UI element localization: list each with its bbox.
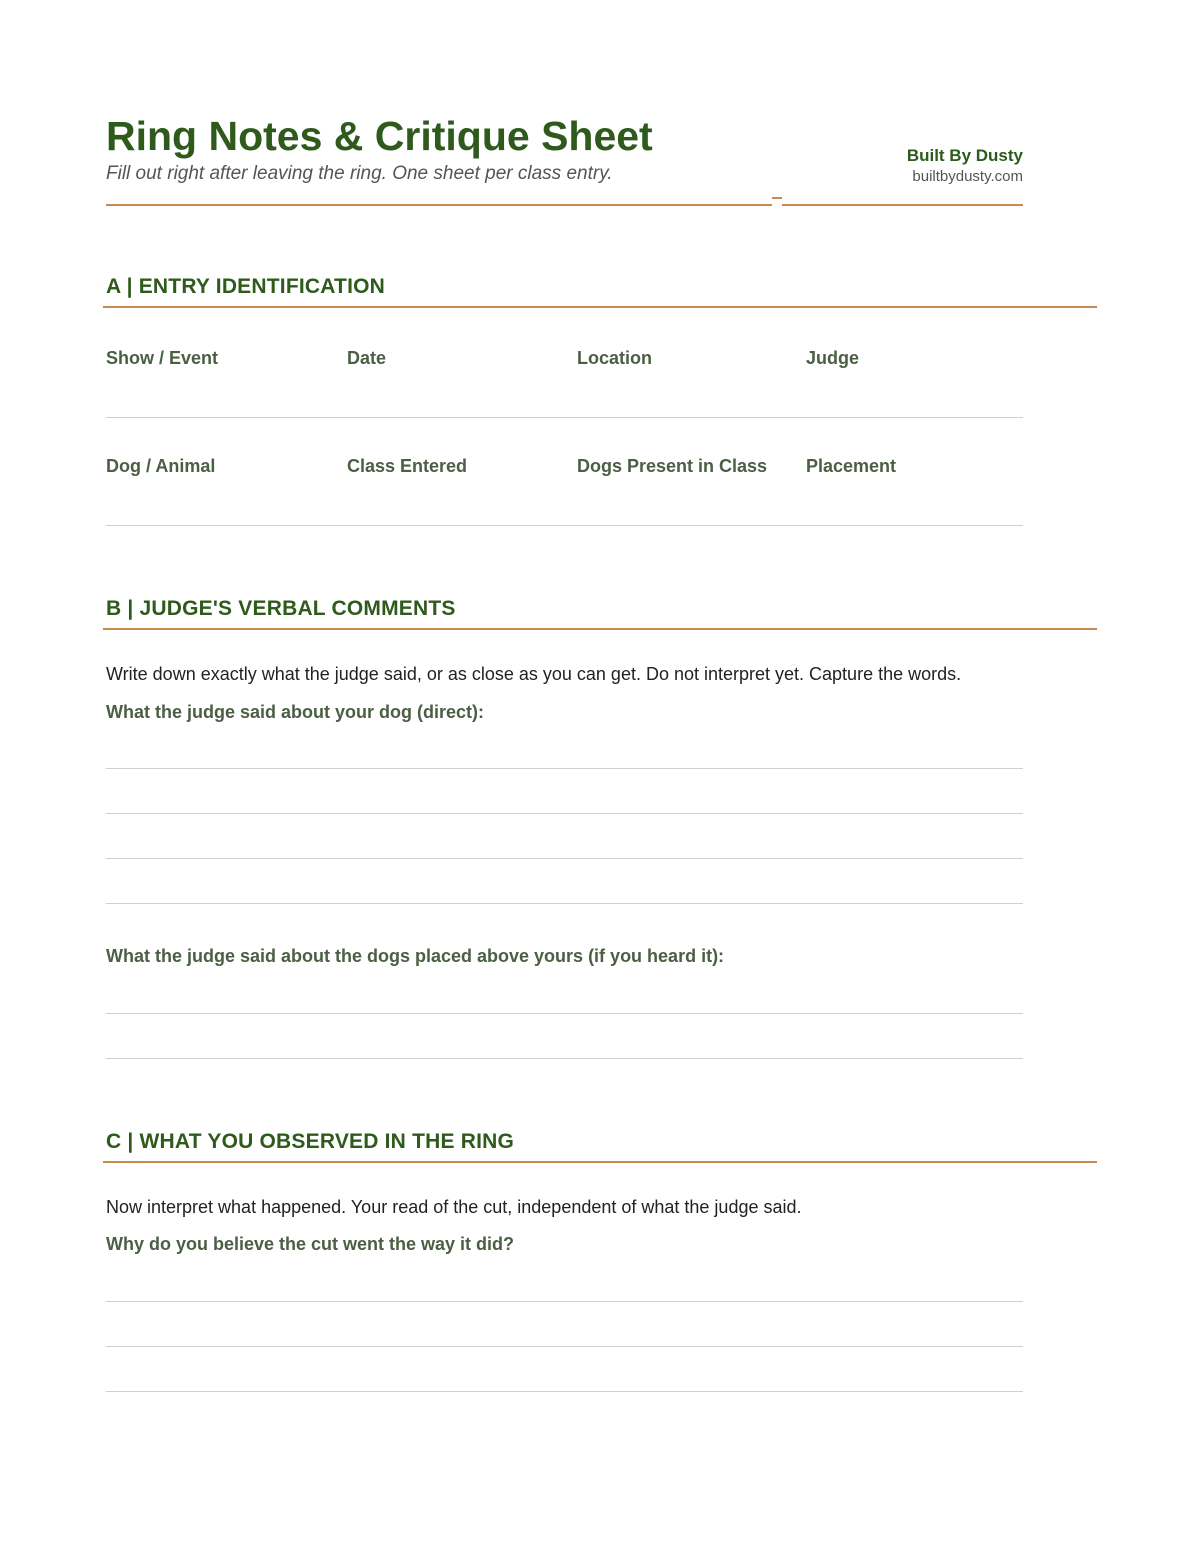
entry-row-1-write-line[interactable]: [106, 417, 1023, 418]
header-divider-left: [106, 204, 772, 206]
cut-reason-line[interactable]: [106, 1301, 1023, 1302]
direct-comments-line[interactable]: [106, 858, 1023, 859]
direct-comments-line[interactable]: [106, 768, 1023, 769]
brand-url: builtbydusty.com: [912, 168, 1023, 185]
prompt-direct-comments: What the judge said about your dog (direct):: [106, 702, 484, 722]
section-a-heading: A | ENTRY IDENTIFICATION: [106, 275, 386, 298]
page-subtitle: Fill out right after leaving the ring. One sheet per class entry.: [106, 163, 613, 184]
section-c-instructions: Now interpret what happened. Your read of the cut, independent of what the judge said.: [106, 1197, 802, 1217]
section-b-instructions: Write down exactly what the judge said, or as close as you can get. Do not interpret yet. Capture the words.: [106, 664, 962, 684]
field-label-location: Location: [577, 348, 652, 368]
section-b-divider: [103, 628, 1097, 630]
prompt-cut-reason: Why do you believe the cut went the way it did?: [106, 1234, 515, 1254]
header-divider-tick: [772, 197, 782, 199]
field-label-show-event: Show / Event: [106, 348, 219, 368]
cut-reason-line[interactable]: [106, 1346, 1023, 1347]
cut-reason-line[interactable]: [106, 1391, 1023, 1392]
field-label-class-entered: Class Entered: [347, 456, 468, 476]
section-c-heading: C | WHAT YOU OBSERVED IN THE RING: [106, 1130, 515, 1153]
direct-comments-line[interactable]: [106, 813, 1023, 814]
field-label-judge: Judge: [806, 348, 860, 368]
section-c-divider: [103, 1161, 1097, 1163]
brand-name: Built By Dusty: [906, 146, 1023, 165]
dogs-above-comments-line[interactable]: [106, 1013, 1023, 1014]
field-label-dogs-present: Dogs Present in Class: [577, 456, 768, 476]
direct-comments-line[interactable]: [106, 903, 1023, 904]
dogs-above-comments-line[interactable]: [106, 1058, 1023, 1059]
field-label-dog-animal: Dog / Animal: [106, 456, 216, 476]
section-a-divider: [103, 306, 1097, 308]
section-b-heading: B | JUDGE'S VERBAL COMMENTS: [106, 597, 456, 620]
field-label-date: Date: [347, 348, 387, 368]
header-divider-right: [782, 204, 1023, 206]
entry-row-2-write-line[interactable]: [106, 525, 1023, 526]
prompt-dogs-above: What the judge said about the dogs placed above yours (if you heard it):: [106, 946, 725, 966]
page-title: Ring Notes & Critique Sheet: [106, 113, 653, 159]
field-label-placement: Placement: [806, 456, 897, 476]
